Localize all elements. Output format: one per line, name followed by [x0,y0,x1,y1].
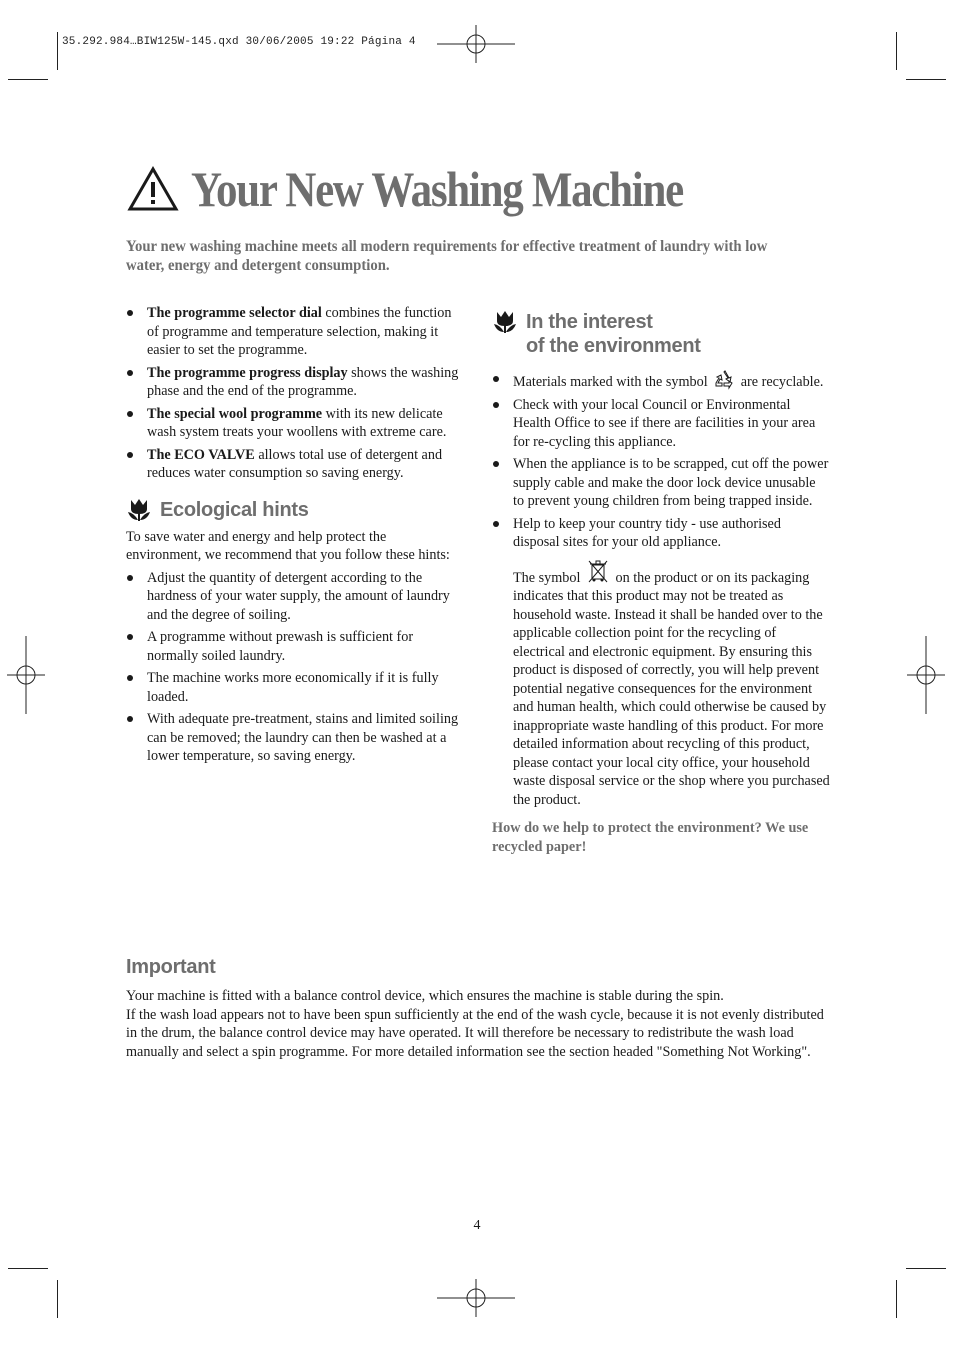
tulip-icon [492,310,518,334]
list-item: A programme without prewash is sufficient for normally soiled laundry. [126,628,462,665]
list-item: Materials marked with the symbol are recyclable. [492,370,830,392]
list-item: Adjust the quantity of detergent according to the hardness of your water supply, the amount of laundry and the degree of soiling. [126,569,462,625]
recycled-paper-note: How do we help to protect the environment? We use recycled paper! [492,820,809,855]
environment-heading [492,310,830,358]
left-column [126,304,462,770]
registration-mark-icon [437,25,515,63]
registration-mark-icon [7,636,45,714]
page-title-block [127,160,763,218]
important-line-1: Your machine is fitted with a balance control device, which ensures the machine is stable during the spin. [126,988,724,1004]
intro-text: Your new washing machine meets all modern requirements for effective treatment of laundry with low water, energy and detergent consumption. [126,238,768,274]
environment-list [492,370,830,552]
list-item: The programme selector dial combines the function of programme and temperature selection, making it easier to set the programme. [126,304,462,360]
tulip-icon [126,498,152,522]
warning-triangle-icon [127,166,179,212]
list-item: The ECO VALVE allows total use of detergent and reduces water consumption so saving energy. [126,446,462,483]
ecological-hints-heading: Ecological hints [126,498,462,522]
list-item: The programme progress display shows the washing phase and the end of the programme. [126,364,462,401]
crossed-bin-icon [586,558,610,584]
list-item: Help to keep your country tidy - use authorised disposal sites for your old appliance. [492,515,830,552]
weee-symbol-paragraph: The symbol on the product or on its packaging indicates that this product may not be treated as household waste. Instead it shall be handed over to the applicable collection point for the recycling of electrical and electronic equipment. By ensuring this product is disposed of correctly, you will help prevent potential negative consequences for the environment and human health, which could otherwise be caused by inappropriate waste handling of this product. For more detailed information about recycling of this product, please contact your local city office, your household waste disposal service or the shop where you purchased the product. [492,558,830,810]
list-item: When the appliance is to be scrapped, cut off the power supply cable and make the door lock device unusable to prevent young children from being trapped inside. [492,455,830,511]
list-item: Check with your local Council or Environmental Health Office to see if there are facilities in your area for re-cycling this appliance. [492,396,830,452]
ecological-hints-list [126,569,462,766]
ecological-intro: To save water and energy and help protect the environment, we recommend that you follow these hints: [126,528,450,563]
important-line-2: If the wash load appears not to have been spun sufficiently at the end of the wash cycle, because it is not evenly distributed in the drum, the balance control device may have operated. It will therefore be necessary to redistribute the wash load manually and select a spin programme. For more detailed information see the section headed "Something Not Working". [126,1006,824,1060]
important-section [126,955,826,1061]
environment-heading-line2: of the environment [526,335,701,357]
page-title: Your New Washing Machine [191,161,683,217]
important-heading: Important [126,956,216,978]
registration-mark-icon [907,636,945,714]
list-item: With adequate pre-treatment, stains and limited soiling can be removed; the laundry can then be washed at a lower temperature, so saving energy. [126,710,462,766]
feature-list [126,304,462,483]
file-meta-line: 35.292.984…BIW125W-145.qxd 30/06/2005 19:22 Página 4 [62,36,416,48]
environment-heading-line1: In the interest [526,311,653,333]
right-column [492,310,830,857]
page-number: 4 [473,1218,481,1233]
list-item: The machine works more economically if it is fully loaded. [126,669,462,706]
list-item: The special wool programme with its new delicate wash system treats your woollens with extreme care. [126,405,462,442]
recycle-icon [713,370,735,390]
registration-mark-icon [437,1279,515,1317]
